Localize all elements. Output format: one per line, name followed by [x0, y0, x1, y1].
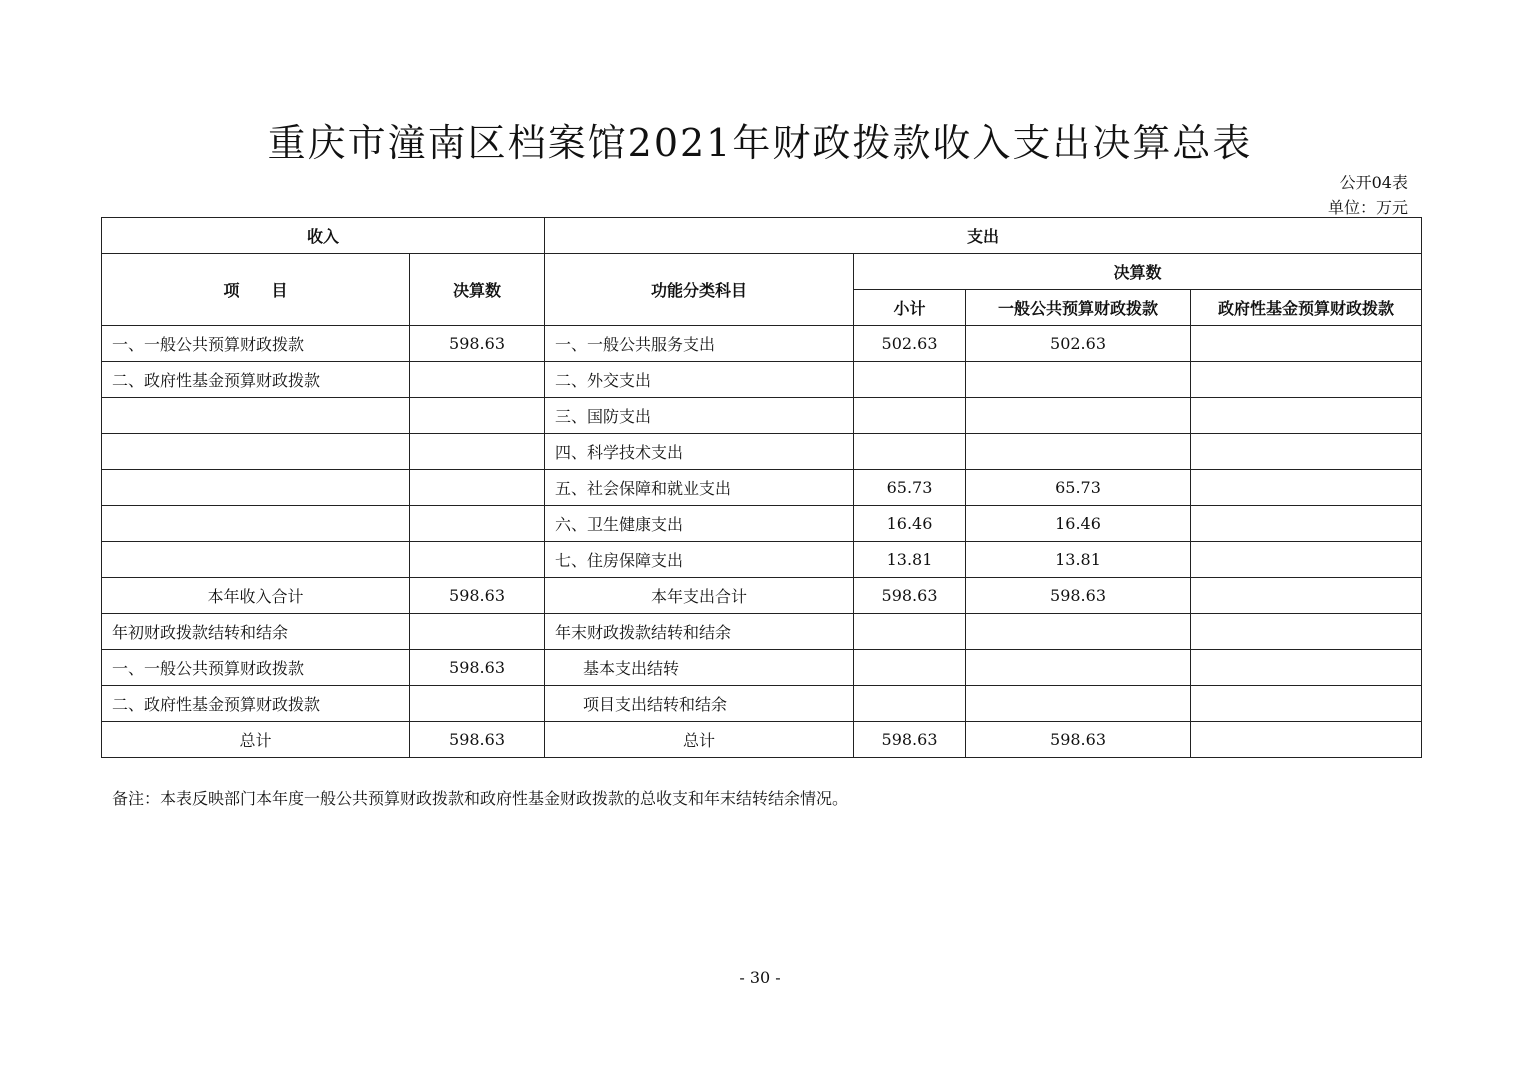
subtotal-value [854, 614, 966, 650]
page-title: 重庆市潼南区档案馆2021年财政拨款收入支出决算总表 [267, 121, 1253, 165]
income-amount [410, 362, 545, 398]
subtotal-value [854, 686, 966, 722]
income-item [102, 506, 410, 542]
subtotal-value: 502.63 [854, 326, 966, 362]
income-amount [410, 542, 545, 578]
subtotal-value: 598.63 [854, 578, 966, 614]
gov-fund-value [1191, 434, 1422, 470]
general-budget-value: 13.81 [966, 542, 1191, 578]
gov-fund-value [1191, 686, 1422, 722]
general-budget-header: 一般公共预算财政拨款 [966, 290, 1191, 326]
final-amount-header: 决算数 [854, 254, 1422, 290]
expense-item: 二、外交支出 [545, 362, 854, 398]
income-item [102, 542, 410, 578]
expense-header: 支出 [545, 218, 1422, 254]
income-item: 一、一般公共预算财政拨款 [102, 650, 410, 686]
table-row [102, 326, 1422, 362]
income-item [102, 470, 410, 506]
income-item: 年初财政拨款结转和结余 [102, 614, 410, 650]
table-row [102, 362, 1422, 398]
unit-label: 单位：万元 [1327, 198, 1408, 217]
income-amount [410, 470, 545, 506]
income-amount: 598.63 [410, 578, 545, 614]
subtotal-value: 65.73 [854, 470, 966, 506]
expense-item: 六、卫生健康支出 [545, 506, 854, 542]
income-item: 二、政府性基金预算财政拨款 [102, 362, 410, 398]
expense-item: 项目支出结转和结余 [545, 686, 854, 722]
gov-fund-value [1191, 326, 1422, 362]
footnote: 备注：本表反映部门本年度一般公共预算财政拨款和政府性基金财政拨款的总收支和年末结转结余情况。 [112, 789, 849, 808]
income-item: 本年收入合计 [102, 578, 410, 614]
general-budget-value: 16.46 [966, 506, 1191, 542]
expense-item: 四、科学技术支出 [545, 434, 854, 470]
income-amount [410, 434, 545, 470]
income-item: 二、政府性基金预算财政拨款 [102, 686, 410, 722]
table-row [102, 470, 1422, 506]
expense-item: 七、住房保障支出 [545, 542, 854, 578]
income-header: 收入 [102, 218, 545, 254]
subtotal-header: 小计 [854, 290, 966, 326]
general-budget-value [966, 362, 1191, 398]
table-row [102, 434, 1422, 470]
table-row [102, 398, 1422, 434]
gov-fund-header: 政府性基金预算财政拨款 [1191, 290, 1422, 326]
gov-fund-value [1191, 578, 1422, 614]
general-budget-value [966, 686, 1191, 722]
expense-item: 五、社会保障和就业支出 [545, 470, 854, 506]
general-budget-value: 65.73 [966, 470, 1191, 506]
table-row [102, 650, 1422, 686]
income-amount: 598.63 [410, 650, 545, 686]
gov-fund-value [1191, 542, 1422, 578]
general-budget-value: 502.63 [966, 326, 1191, 362]
table-row [102, 686, 1422, 722]
income-amount [410, 614, 545, 650]
header-row-1 [102, 218, 1422, 254]
expense-item: 基本支出结转 [545, 650, 854, 686]
gov-fund-value [1191, 614, 1422, 650]
income-amount [410, 398, 545, 434]
budget-summary-table [101, 217, 1422, 758]
function-category-header: 功能分类科目 [545, 254, 854, 326]
table-row [102, 542, 1422, 578]
table-row [102, 506, 1422, 542]
amount-header: 决算数 [410, 254, 545, 326]
subtotal-value [854, 434, 966, 470]
expense-item: 一、一般公共服务支出 [545, 326, 854, 362]
item-header: 项 目 [102, 254, 410, 326]
gov-fund-value [1191, 470, 1422, 506]
form-number: 公开04表 [1339, 173, 1408, 192]
income-amount: 598.63 [410, 326, 545, 362]
general-budget-value [966, 614, 1191, 650]
income-item [102, 434, 410, 470]
table-row [102, 614, 1422, 650]
gov-fund-value [1191, 362, 1422, 398]
income-amount: 598.63 [410, 722, 545, 758]
gov-fund-value [1191, 650, 1422, 686]
expense-item: 本年支出合计 [545, 578, 854, 614]
subtotal-value: 598.63 [854, 722, 966, 758]
header-row-2 [102, 254, 1422, 290]
general-budget-value [966, 434, 1191, 470]
expense-item: 总计 [545, 722, 854, 758]
gov-fund-value [1191, 398, 1422, 434]
general-budget-value: 598.63 [966, 722, 1191, 758]
income-item: 总计 [102, 722, 410, 758]
expense-item: 年末财政拨款结转和结余 [545, 614, 854, 650]
table-row-total-year [102, 578, 1422, 614]
income-item: 一、一般公共预算财政拨款 [102, 326, 410, 362]
subtotal-value [854, 398, 966, 434]
general-budget-value [966, 650, 1191, 686]
gov-fund-value [1191, 722, 1422, 758]
subtotal-value [854, 362, 966, 398]
income-item [102, 398, 410, 434]
income-amount [410, 506, 545, 542]
page-number: - 30 - [739, 968, 781, 987]
general-budget-value [966, 398, 1191, 434]
subtotal-value: 16.46 [854, 506, 966, 542]
gov-fund-value [1191, 506, 1422, 542]
subtotal-value [854, 650, 966, 686]
expense-item: 三、国防支出 [545, 398, 854, 434]
income-amount [410, 686, 545, 722]
general-budget-value: 598.63 [966, 578, 1191, 614]
table-row-grand-total [102, 722, 1422, 758]
subtotal-value: 13.81 [854, 542, 966, 578]
